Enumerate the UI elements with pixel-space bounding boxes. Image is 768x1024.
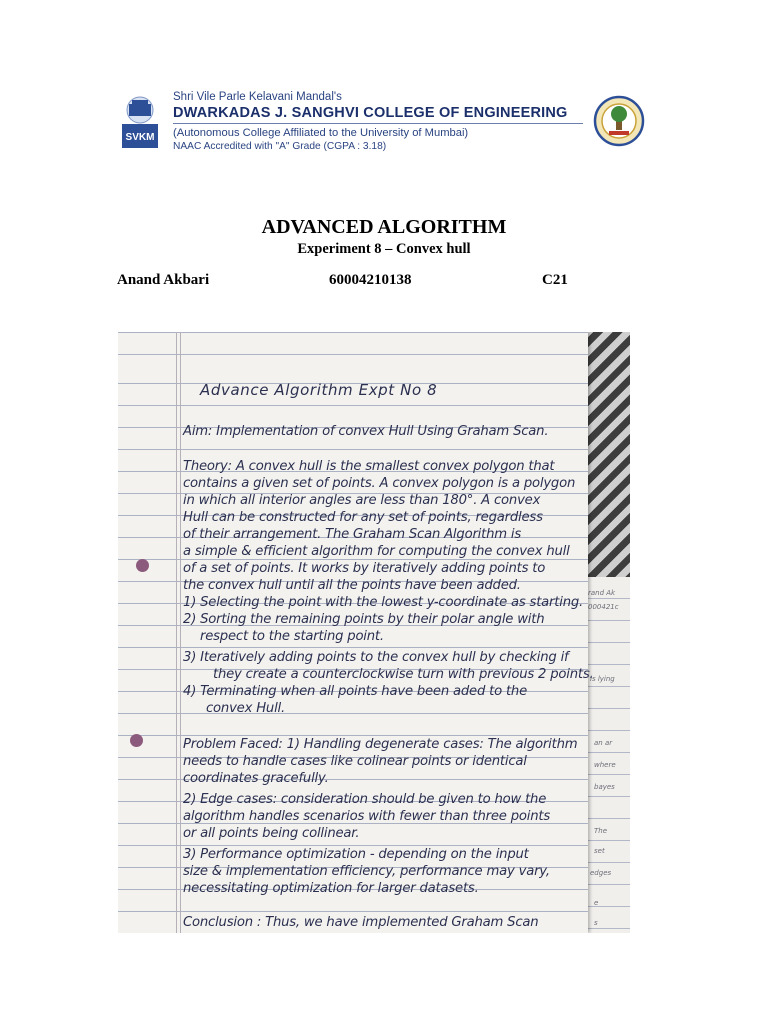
student-name: Anand Akbari xyxy=(117,272,210,288)
punch-hole-icon xyxy=(136,559,149,572)
side-note: e xyxy=(594,899,599,907)
problem-line: necessitating optimization for larger datasets. xyxy=(183,881,479,896)
header-divider xyxy=(173,123,583,124)
theory-line: of a set of points. It works by iteratively adding points to xyxy=(183,561,546,576)
notes-aim: Aim: Implementation of convex Hull Using Graham Scan. xyxy=(183,424,549,439)
student-id: 60004210138 xyxy=(329,272,412,288)
margin-line xyxy=(176,332,177,933)
notebook-page xyxy=(118,332,594,933)
notes-heading: Advance Algorithm Expt No 8 xyxy=(200,381,438,399)
problem-line: algorithm handles scenarios with fewer than three points xyxy=(183,809,551,824)
accreditation-text: NAAC Accredited with "A" Grade (CGPA : 3.18) xyxy=(173,141,387,152)
side-note: edges xyxy=(590,869,612,877)
affiliation-text: (Autonomous College Affiliated to the University of Mumbai) xyxy=(173,127,469,139)
theory-line: Theory: A convex hull is the smallest convex polygon that xyxy=(183,459,555,474)
document-title: ADVANCED ALGORITHM xyxy=(261,216,507,238)
theory-line: the convex hull until all the points have been added. xyxy=(183,578,521,593)
side-note: s xyxy=(594,919,598,927)
punch-hole-icon xyxy=(130,734,143,747)
problem-line: needs to handle cases like colinear points or identical xyxy=(183,754,527,769)
notes-conclusion: Conclusion : Thus, we have implemented Graham Scan xyxy=(183,915,539,930)
student-class: C21 xyxy=(542,272,568,288)
college-name: DWARKADAS J. SANGHVI COLLEGE OF ENGINEERING xyxy=(173,105,568,121)
college-header xyxy=(115,88,645,158)
theory-line: respect to the starting point. xyxy=(200,629,384,644)
side-note: bayes xyxy=(594,783,615,791)
trust-name: Shri Vile Parle Kelavani Mandal's xyxy=(173,91,342,103)
side-note: 000421c xyxy=(588,603,619,611)
theory-line: of their arrangement. The Graham Scan Algorithm is xyxy=(183,527,522,542)
problem-line: or all points being collinear. xyxy=(183,826,360,841)
theory-line: 3) Iteratively adding points to the convex hull by checking if xyxy=(183,650,569,665)
experiment-subtitle: Experiment 8 – Convex hull xyxy=(297,241,471,257)
side-note: an ar xyxy=(594,739,613,747)
problem-line: 2) Edge cases: consideration should be given to how the xyxy=(183,792,547,807)
side-note: rand Ak xyxy=(588,589,616,597)
side-note: where xyxy=(594,761,616,769)
side-note: set xyxy=(594,847,605,855)
theory-line: 2) Sorting the remaining points by their polar angle with xyxy=(183,612,545,627)
svkm-logo-icon xyxy=(115,92,165,150)
problem-line: size & implementation efficiency, performance may vary, xyxy=(183,864,550,879)
theory-line: 1) Selecting the point with the lowest y-coordinate as starting. xyxy=(183,595,584,610)
theory-line: contains a given set of points. A convex polygon is a polygon xyxy=(183,476,576,491)
svkm-logo-text: SVKM xyxy=(125,132,155,143)
problem-line: 3) Performance optimization - depending on the input xyxy=(183,847,529,862)
problem-line: Problem Faced: 1) Handling degenerate cases: The algorithm xyxy=(183,737,578,752)
problem-line: coordinates gracefully. xyxy=(183,771,329,786)
theory-line: a simple & efficient algorithm for computing the convex hull xyxy=(183,544,570,559)
theory-line: Hull can be constructed for any set of points, regardless xyxy=(183,510,543,525)
handwritten-notes-photo xyxy=(118,332,630,933)
college-name-block xyxy=(173,90,593,153)
side-note: The xyxy=(594,827,608,835)
margin-line xyxy=(180,332,181,933)
theory-line: they create a counterclockwise turn with previous 2 points. xyxy=(213,667,594,682)
theory-line: convex Hull. xyxy=(206,701,285,716)
side-note: is lying xyxy=(590,675,615,683)
theory-line: in which all interior angles are less than 180°. A convex xyxy=(183,493,541,508)
underlying-page xyxy=(584,577,630,933)
theory-line: 4) Terminating when all points have been aded to the xyxy=(183,684,527,699)
college-crest-icon xyxy=(593,94,645,148)
